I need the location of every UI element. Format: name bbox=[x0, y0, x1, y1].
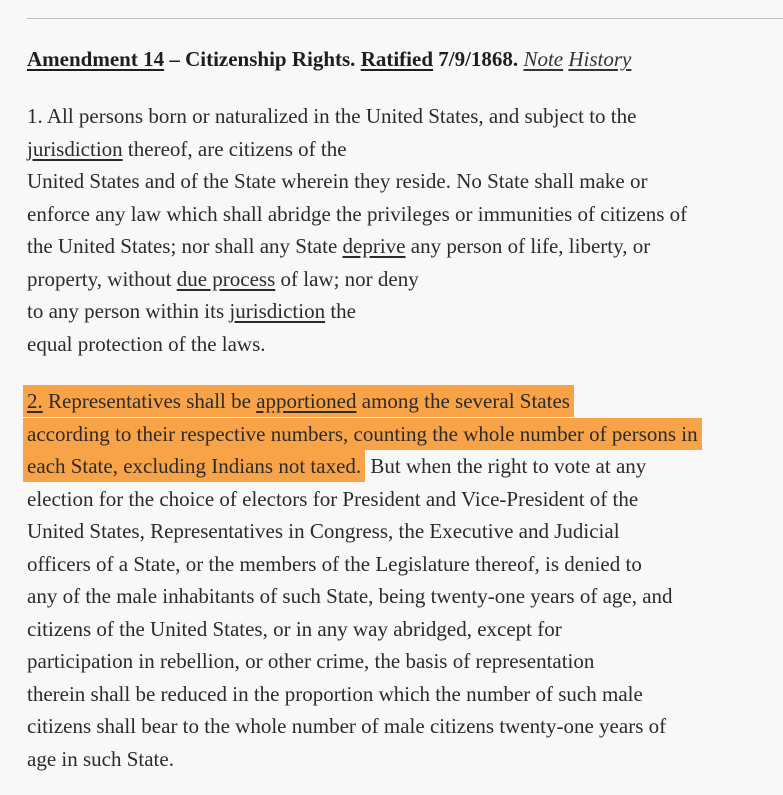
jurisdiction-link[interactable]: jurisdiction bbox=[27, 136, 123, 161]
text-line: United States, Representatives in Congress, the Executive and Judicial bbox=[27, 519, 620, 543]
highlighted-text bbox=[23, 385, 574, 417]
amendment-title: – Citizenship Rights. bbox=[164, 47, 361, 71]
history-link[interactable]: History bbox=[568, 47, 632, 71]
ratified-date: 7/9/1868. bbox=[433, 47, 524, 71]
deprive-link[interactable]: deprive bbox=[342, 234, 406, 258]
section-1-paragraph bbox=[27, 100, 687, 360]
text-line bbox=[27, 295, 687, 328]
text-span: property, without bbox=[27, 266, 177, 291]
due-process-link[interactable]: due process bbox=[176, 266, 276, 291]
jurisdiction-link[interactable]: jurisdiction bbox=[229, 299, 326, 323]
apportioned-link[interactable]: apportioned bbox=[256, 389, 357, 413]
highlighted-text: each State, excluding Indians not taxed. bbox=[23, 450, 365, 482]
text-span: Representatives shall be bbox=[42, 389, 257, 413]
text-line: any of the male inhabitants of such State, being twenty-one years of age, and bbox=[27, 584, 673, 608]
text-line: enforce any law which shall abridge the privileges or immunities of citizens of bbox=[27, 201, 688, 226]
text-span: to any person within its bbox=[27, 299, 230, 323]
text-line: citizens of the United States, or in any way abridged, except for bbox=[27, 616, 562, 641]
text-line bbox=[27, 230, 687, 263]
text-line: therein shall be reduced in the proportion which the number of such male bbox=[27, 681, 643, 706]
top-divider bbox=[27, 18, 783, 19]
highlighted-text: according to their respective numbers, counting the whole number of persons in bbox=[23, 418, 702, 450]
text-span: among the several States bbox=[356, 389, 570, 413]
text-line: age in such State. bbox=[27, 746, 174, 771]
text-span: any person of life, liberty, or bbox=[405, 234, 651, 258]
section-2-paragraph bbox=[27, 385, 702, 775]
amendment-link[interactable]: Amendment 14 bbox=[27, 47, 165, 71]
text-line: equal protection of the laws. bbox=[27, 331, 266, 356]
text-span: But when the right to vote at any bbox=[365, 454, 647, 478]
text-span: the bbox=[325, 299, 356, 323]
section-2-link[interactable]: 2. bbox=[27, 389, 43, 413]
text-line bbox=[27, 385, 702, 418]
text-line bbox=[27, 450, 702, 483]
text-line bbox=[27, 133, 687, 166]
text-line bbox=[27, 418, 702, 451]
amendment-heading bbox=[27, 45, 631, 73]
text-line: election for the choice of electors for President and Vice-President of the bbox=[27, 486, 639, 511]
note-link[interactable]: Note bbox=[523, 47, 564, 71]
text-line bbox=[27, 263, 687, 296]
text-span: thereof, are citizens of the bbox=[122, 136, 347, 161]
text-line: citizens shall bear to the whole number of male citizens twenty-one years of bbox=[27, 714, 667, 738]
text-span: the United States; nor shall any State bbox=[27, 234, 343, 258]
text-line: officers of a State, or the members of the Legislature thereof, is denied to bbox=[27, 551, 642, 576]
text-span: of law; nor deny bbox=[275, 266, 419, 291]
text-line: participation in rebellion, or other crime, the basis of representation bbox=[27, 649, 595, 673]
ratified-link[interactable]: Ratified bbox=[360, 47, 434, 71]
text-line: 1. All persons born or naturalized in the United States, and subject to the bbox=[27, 104, 637, 128]
text-line: United States and of the State wherein they reside. No State shall make or bbox=[27, 169, 648, 193]
